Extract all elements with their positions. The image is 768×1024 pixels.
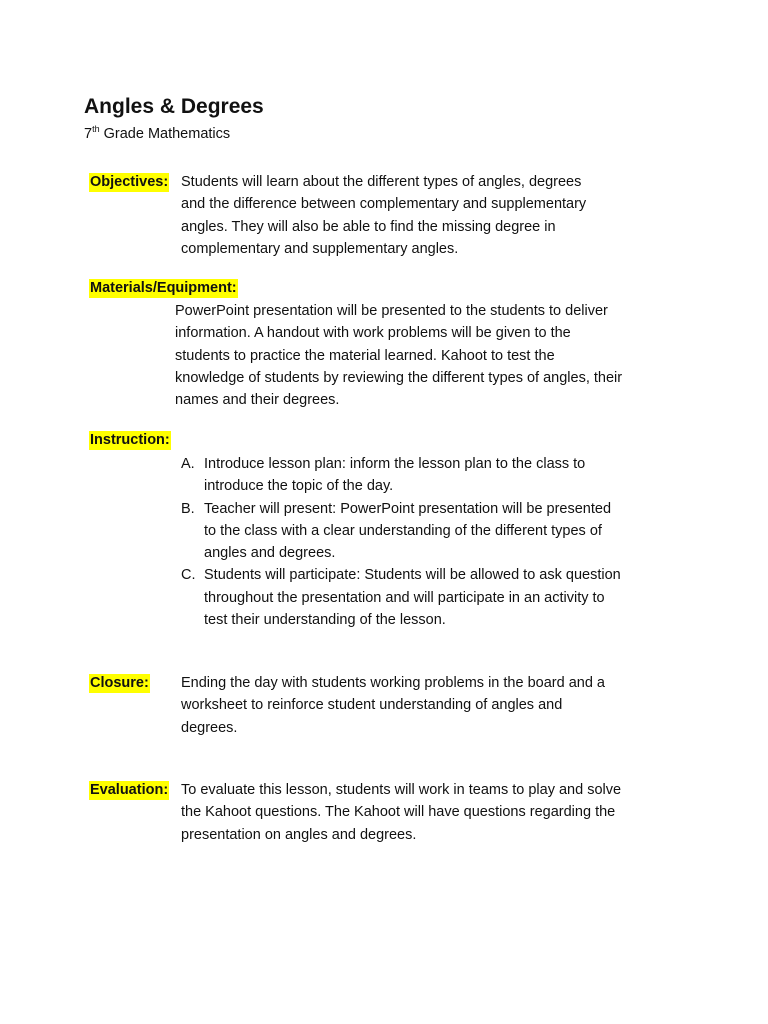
list-item-line: Students will participate: Students will be allowed to ask question [204,567,621,584]
objectives-text [181,171,586,260]
list-item [181,498,621,565]
materials-line: students to practice the material learned. Kahoot to test the [175,347,555,364]
closure-text [181,672,605,739]
list-item [181,453,621,498]
evaluation-line: To evaluate this lesson, students will work in teams to play and solve [181,782,622,798]
materials-label: Materials/Equipment: [90,280,237,296]
evaluation-label: Evaluation: [90,782,169,798]
closure-line: worksheet to reinforce student understanding of angles and [181,697,563,714]
list-marker: B. [181,500,195,517]
grade-suffix: th [92,124,100,134]
list-item-line: Introduce lesson plan: inform the lesson plan to the class to [204,456,586,472]
list-marker: A. [181,456,195,472]
evaluation-text [181,779,621,846]
materials-line: knowledge of students by reviewing the different types of angles, their [175,369,623,386]
closure-line: degrees. [181,719,238,736]
list-item-line: angles and degrees. [204,545,336,562]
materials-text [175,300,622,411]
page-subtitle [84,124,230,144]
list-item-line: introduce the topic of the day. [204,478,394,495]
evaluation-line: presentation on angles and degrees. [181,826,417,843]
objectives-line: angles. They will also be able to find the missing degree in [181,218,556,235]
objectives-line: Students will learn about the different types of angles, degrees [181,174,582,190]
materials-line: PowerPoint presentation will be presented to the students to deliver [175,303,608,319]
materials-line: names and their degrees. [175,392,340,409]
evaluation-line: the Kahoot questions. The Kahoot will have questions regarding the [181,804,616,821]
list-item-line: to the class with a clear understanding of the different types of [204,522,602,539]
list-item-line: throughout the presentation and will participate in an activity to [204,589,605,606]
list-item-line: Teacher will present: PowerPoint presentation will be presented [204,500,612,517]
materials-line: information. A handout with work problems will be given to the [175,325,571,342]
objectives-label: Objectives: [90,174,169,190]
closure-label: Closure: [90,675,149,691]
list-item [181,564,621,631]
objectives-line: complementary and supplementary angles. [181,240,459,257]
objectives-line: and the difference between complementary and supplementary [181,196,587,213]
closure-line: Ending the day with students working problems in the board and a [181,675,605,691]
list-item-line: test their understanding of the lesson. [204,612,446,629]
list-marker: C. [181,567,196,584]
subtitle-rest: Grade Mathematics [99,126,231,142]
grade-number: 7 [84,126,93,142]
instruction-list [181,453,621,631]
instruction-label: Instruction: [90,432,170,448]
page-title: Angles & Degrees [84,95,264,118]
